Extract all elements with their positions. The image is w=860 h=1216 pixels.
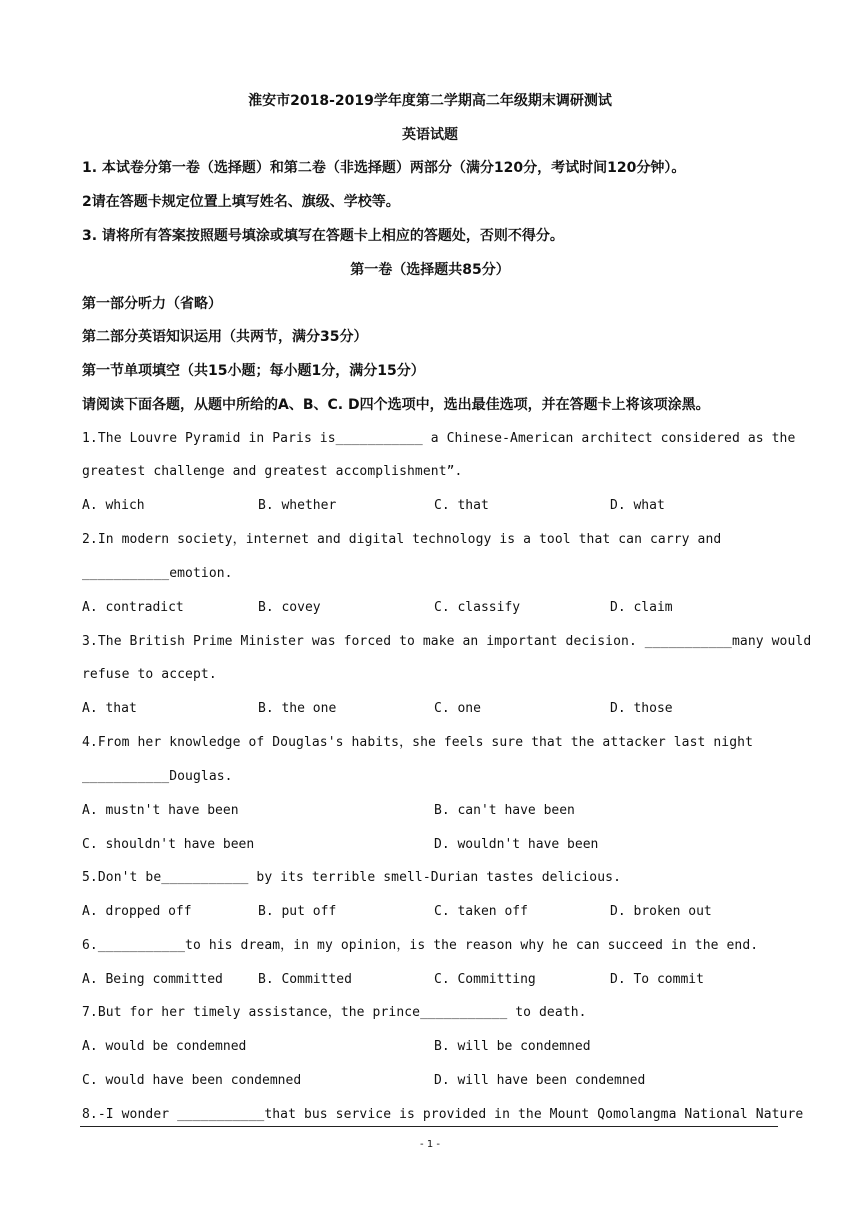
question-6-option-d: D. To commit — [610, 972, 704, 987]
question-4-option-d: D. wouldn't have been — [434, 837, 599, 852]
page-number: - 1 - — [420, 1139, 440, 1150]
instruction-2: 2请在答题卡规定位置上填写姓名、旗级、学校等。 — [82, 194, 400, 210]
question-3-option-a: A. that — [82, 701, 137, 716]
question-2-line-1: 2.In modern society，internet and digital technology is a tool that can carry and — [82, 532, 722, 547]
question-2-option-d: D. claim — [610, 600, 673, 615]
section-direction: 请阅读下面各题，从题中所给的A、B、C. D四个选项中，选出最佳选项，并在答题卡上将该项涂黑。 — [82, 397, 710, 413]
question-7-option-b: B. will be condemned — [434, 1039, 591, 1054]
question-4-line-1: 4.From her knowledge of Douglas's habits，she feels sure that the attacker last night — [82, 735, 754, 750]
question-2-option-a: A. contradict — [82, 600, 184, 615]
question-1-option-d: D. what — [610, 498, 665, 513]
question-5-option-b: B. put off — [258, 904, 337, 919]
question-5-line-1: 5.Don't be___________ by its terrible smell-Durian tastes delicious. — [82, 870, 622, 885]
section-single-choice: 第一节单项填空（共15小题；每小题1分，满分15分） — [82, 363, 425, 379]
question-6-option-c: C. Committing — [434, 972, 536, 987]
question-1-option-a: A. which — [82, 498, 145, 513]
question-4-option-a: A. mustn't have been — [82, 803, 239, 818]
question-1-option-c: C. that — [434, 498, 489, 513]
question-3-option-c: C. one — [434, 701, 481, 716]
instruction-3: 3. 请将所有答案按照题号填涂或填写在答题卡上相应的答题处，否则不得分。 — [82, 228, 564, 244]
question-1-option-b: B. whether — [258, 498, 337, 513]
question-2-option-c: C. classify — [434, 600, 521, 615]
question-6-option-b: B. Committed — [258, 972, 352, 987]
question-1-line-1: 1.The Louvre Pyramid in Paris is___________ a Chinese-American architect considered as the — [82, 431, 796, 446]
question-6-option-a: A. Being committed — [82, 972, 223, 987]
question-7-option-c: C. would have been condemned — [82, 1073, 302, 1088]
question-3-line-1: 3.The British Prime Minister was forced to make an important decision. ___________many would — [82, 634, 812, 649]
question-5-option-c: C. taken off — [434, 904, 528, 919]
question-2-line-2: ___________emotion. — [82, 566, 233, 581]
question-3-line-2: refuse to accept. — [82, 667, 217, 682]
question-5-option-d: D. broken out — [610, 904, 712, 919]
question-1-line-2: greatest challenge and greatest accomplishment”. — [82, 464, 463, 479]
question-7-line-1: 7.But for her timely assistance，the prince___________ to death. — [82, 1005, 587, 1020]
footer-divider — [80, 1126, 778, 1127]
question-7-option-a: A. would be condemned — [82, 1039, 247, 1054]
question-8-line-1: 8.-I wonder ___________that bus service is provided in the Mount Qomolangma National Nature — [82, 1107, 804, 1122]
question-7-option-d: D. will have been condemned — [434, 1073, 646, 1088]
question-4-line-2: ___________Douglas. — [82, 769, 233, 784]
question-2-option-b: B. covey — [258, 600, 321, 615]
question-6-line-1: 6.___________to his dream，in my opinion，is the reason why he can succeed in the end. — [82, 938, 759, 953]
exam-subtitle: 英语试题 — [402, 127, 458, 143]
section-part2: 第二部分英语知识运用（共两节，满分35分） — [82, 329, 368, 345]
instruction-1: 1. 本试卷分第一卷（选择题）和第二卷（非选择题）两部分（满分120分，考试时间120分钟）。 — [82, 160, 686, 176]
question-5-option-a: A. dropped off — [82, 904, 192, 919]
question-3-option-b: B. the one — [258, 701, 337, 716]
question-4-option-c: C. shouldn't have been — [82, 837, 255, 852]
part1-title: 第一卷（选择题共85分） — [350, 262, 510, 278]
section-listening: 第一部分听力（省略） — [82, 296, 222, 312]
exam-title: 淮安市2018-2019学年度第二学期高二年级期末调研测试 — [248, 93, 612, 109]
question-4-option-b: B. can't have been — [434, 803, 575, 818]
question-3-option-d: D. those — [610, 701, 673, 716]
